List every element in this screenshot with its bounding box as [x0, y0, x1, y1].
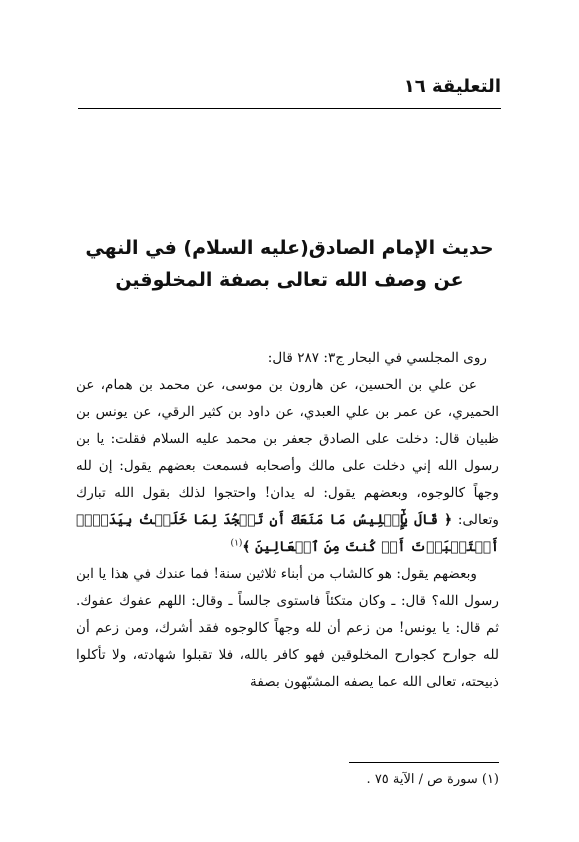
footnote-marker: (١) [230, 538, 243, 549]
chapter-title-line-1: حديث الإمام الصادق(عليه السلام) في النهي [85, 237, 494, 259]
body-text [76, 345, 499, 696]
footnote-rule [349, 762, 499, 763]
header-rule [78, 108, 501, 109]
running-header: التعليقة ١٦ [403, 76, 501, 97]
footnote: (١) سورة ص / الآية ٧٥ . [366, 772, 499, 787]
paragraph-intro: روى المجلسي في البحار ج٣: ٢٨٧ قال: [267, 350, 487, 366]
chapter-title-line-2: عن وصف الله تعالى بصفة المخلوقين [115, 269, 464, 291]
paragraph-hadith-text: عن علي بن الحسين، عن هارون بن موسى، عن محمد بن همام، عن الحميري، عن عمر بن علي العبدي، عن داود بن كثير الرقي، عن يونس بن ظبيان قال: دخلت على الصادق جعفر بن محمد عليه السلام فقلت: يا بن رسول الله إني دخلت على مالك وأصحابه فسمعت بعضهم يقول: إن لله وجهاً كالوجوه، وبعضهم يقول: له يدان! واحتجوا لذلك بقول الله تبارك وتعالى: [76, 377, 500, 528]
quran-verse: ﴿ قَالَ يَٰٓإِبۡلِيسُ مَا مَنَعَكَ أَن تَسۡجُدَ لِمَا خَلَقۡتُ بِيَدَيَّۖ أَسۡتَكۡبَرۡتَ أَمۡ كُنتَ مِنَ ٱلۡعَالِينَ ﴾ [76, 512, 499, 555]
paragraph-continuation: وبعضهم يقول: هو كالشاب من أبناء ثلاثين سنة! فما عندك في هذا يا ابن رسول الله؟ قال: ـ وكان متكئاً فاستوى جالساً ـ وقال: اللهم عفوك عفوك. ثم قال: يا يونس! من زعم أن لله وجهاً كالوجوه فقد أشرك، ومن زعم أن لله جوارح كجوارح المخلوقين فهو كافر بالله، فلا تقبلوا شهادته، ولا تأكلوا ذبيحته، تعالى الله عما يصفه المشبّهون بصفة [76, 566, 499, 690]
paragraph-hadith [76, 372, 499, 561]
chapter-title [78, 232, 501, 296]
